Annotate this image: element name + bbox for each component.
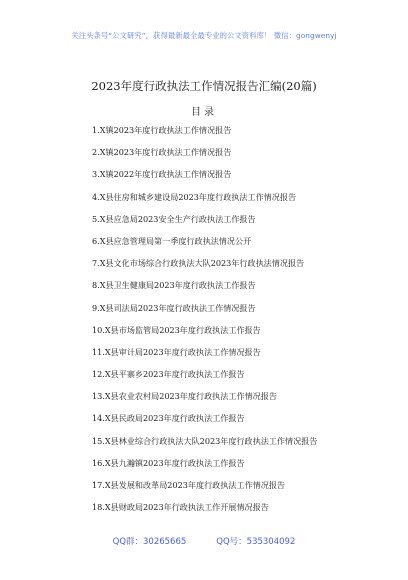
toc-item[interactable]: 6.X县应急管理局第一季度行政执法情况公开 [92, 235, 252, 246]
toc-item[interactable]: 4.X县住房和城乡建设局2023年度行政执法工作情况报告 [92, 191, 297, 202]
toc-item[interactable]: 18.X县财政局2023年行政执法工作开展情况报告 [92, 502, 269, 513]
toc-item[interactable]: 9.X县司法局2023年度行政执法工作情况报告 [92, 302, 256, 313]
toc-item[interactable]: 12.X县平寨乡2023年度行政执法工作报告 [92, 369, 245, 380]
toc-item[interactable]: 1.X镇2023年度行政执法工作情况报告 [92, 125, 232, 135]
toc-item[interactable]: 13.X县农业农村局2023年度行政执法工作情况报告 [92, 391, 277, 402]
toc-item[interactable]: 11.X县审计局2023年度行政执法工作情况报告 [92, 346, 261, 357]
toc-heading: 目录 [191, 107, 217, 118]
header-promo-note: 关注头条号“公文研究”，获得最新最全最专业的公文资料库！ 微信：gongwenyj [71, 31, 337, 40]
toc-item[interactable]: 7.X县文化市场综合行政执法大队2023年行政执法情况报告 [92, 258, 305, 269]
table-of-contents [92, 122, 317, 521]
document-title: 2023年度行政执法工作情况报告汇编(20篇) [91, 79, 317, 93]
footer-contact [0, 535, 408, 547]
qq-group-text: QQ群：30265665 [112, 537, 187, 547]
toc-item[interactable]: 2.X镇2023年度行政执法工作情况报告 [92, 147, 232, 158]
toc-item[interactable]: 14.X县民政局2023年度行政执法工作报告 [92, 413, 245, 424]
toc-item[interactable]: 5.X县应急局2023安全生产行政执法工作报告 [92, 213, 256, 224]
toc-item[interactable]: 10.X县市场监管局2023年度行政执法工作报告 [92, 324, 261, 335]
qq-number-text: QQ号：535304092 [216, 537, 296, 547]
toc-item[interactable]: 15.X县林业综合行政执法大队2023年度行政执法工作情况报告 [92, 435, 318, 446]
toc-item[interactable]: 17.X县发展和改革局2023年度行政执法工作情况报告 [92, 480, 286, 490]
toc-item[interactable]: 8.X县卫生健康局2023年度行政执法工作报告 [92, 280, 256, 291]
toc-item[interactable]: 3.X镇2022年度行政执法工作情况报告 [92, 169, 232, 180]
toc-item[interactable]: 16.X县九瀚镇2023年度行政执法工作报告 [92, 457, 245, 468]
